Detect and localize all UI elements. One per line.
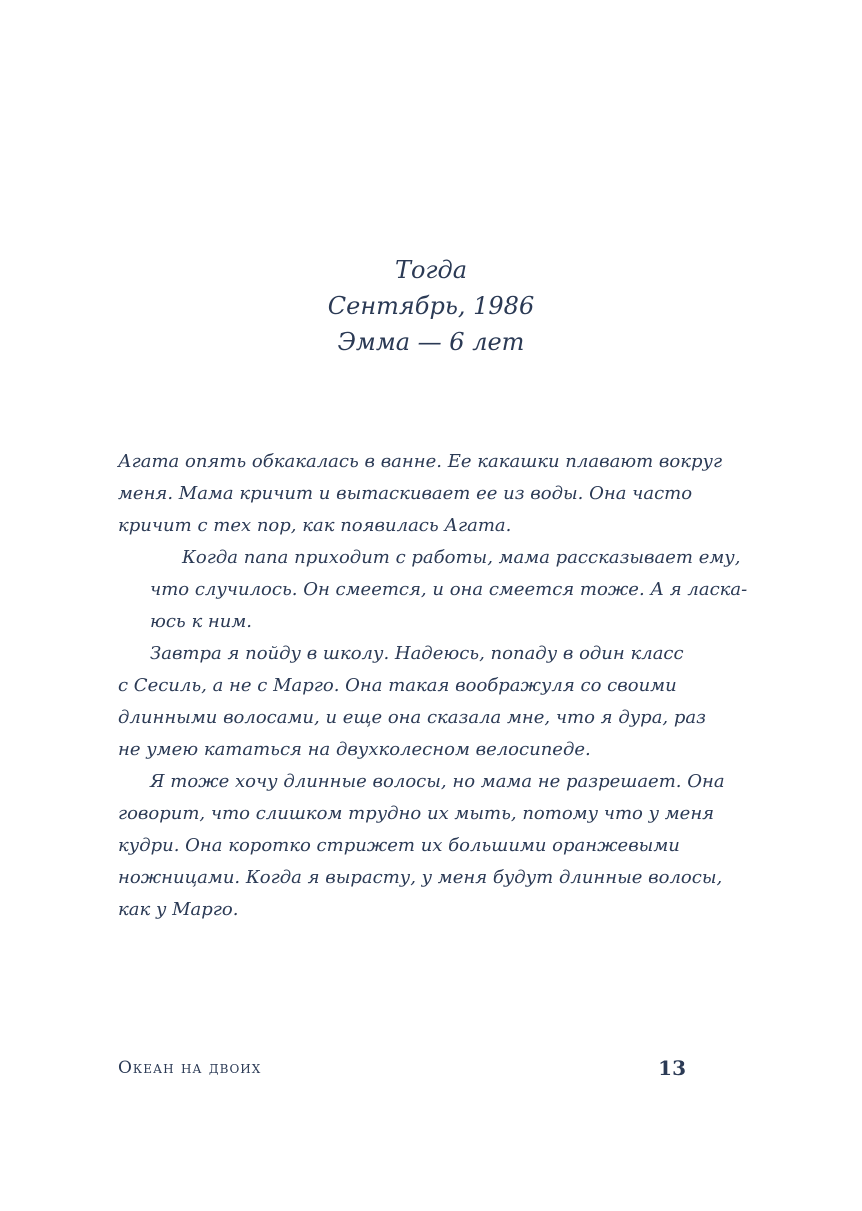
text-line: Завтра я пойду в школу. Надеюсь, попаду в один класс [150,643,684,664]
heading-date: Сентябрь, 1986 [327,292,535,320]
paragraph [118,638,706,766]
text-line: Когда папа приходит с работы, мама рассказывает ему, [182,547,741,568]
text-line: кудри. Она коротко стрижет их большими оранжевыми [118,835,680,856]
text-line: меня. Мама кричит и вытаскивает ее из воды. Она часто [118,483,693,504]
text-line: длинными волосами, и еще она сказала мне, что я дура, раз [118,707,706,728]
text-line: говорит, что слишком трудно их мыть, потому что у меня [118,803,715,824]
text-line: ножницами. Когда я вырасту, у меня будут длинные волосы, [118,867,723,888]
running-footer-book-title: Океан на двоих [118,1058,262,1078]
text-line: с Сесиль, а не с Марго. Она такая воображуля со своими [118,675,677,696]
paragraph [118,446,723,542]
text-line: Я тоже хочу длинные волосы, но мама не разрешает. Она [150,771,725,792]
text-line: Агата опять обкакалась в ванне. Ее какашки плавают вокруг [118,451,723,472]
paragraph [118,542,748,638]
text-line: юсь к ним. [150,611,253,632]
text-line: как у Марго. [118,899,239,920]
text-line: кричит с тех пор, как появилась Агата. [118,515,512,536]
paragraph [118,766,725,926]
text-line: что случилось. Он смеется, и она смеется тоже. А я ласка- [150,579,748,600]
heading-character-age: Эмма — 6 лет [337,328,525,356]
heading-time-label: Тогда [394,256,468,284]
chapter-heading [0,252,862,360]
page-number: 13 [658,1056,686,1080]
chapter-body [118,446,748,926]
text-line: не умею кататься на двухколесном велосипеде. [118,739,591,760]
